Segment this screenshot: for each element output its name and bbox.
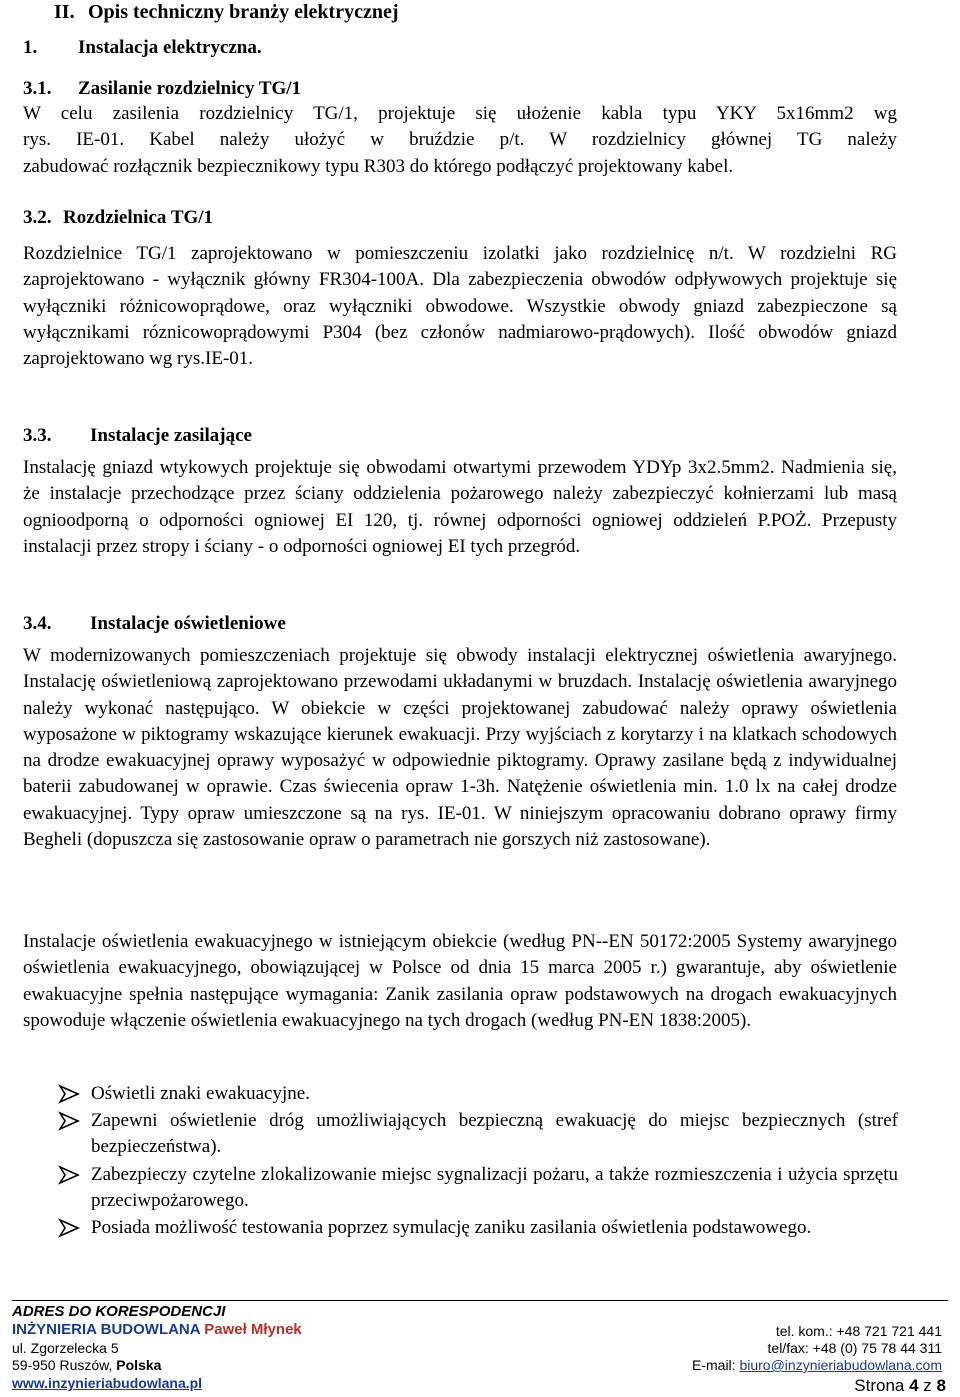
list-item: Zabezpieczy czytelne zlokalizowanie miejsc sygnalizacji pożaru, a także rozmieszczenia i użycia sprzętu przeciwpożarowego.: [58, 1162, 898, 1215]
footer-website-link[interactable]: www.inzynieriabudowlana.pl: [12, 1375, 203, 1391]
heading-section-ii: II. Opis techniczny branży elektrycznej: [54, 1, 399, 23]
footer-company: INŻYNIERIA BUDOWLANA Paweł Młynek: [12, 1321, 302, 1338]
footer-phone: tel. kom.: +48 721 721 441: [775, 1323, 942, 1339]
footer-email-link[interactable]: biuro@inzynieriabudowlana.com: [739, 1357, 942, 1373]
paragraph-3-2: Rozdzielnice TG/1 zaprojektowano w pomieszczeniu izolatki jako rozdzielnicę n/t. W rozdzielni RG zaprojektowano - wyłącznik główny FR304-100A. Dla zabezpieczenia obwodów odpływowych projektuje się wyłączniki różnicowoprądowe, oraz wyłączniki obwodowe. Wszystkie obwody gniazd zabezpieczone są wyłącznikami róznicowoprądowymi P304 (bez członów nadmiarowo-prądowych). Ilość obwodów gniazd zaprojektowano wg rys.IE-01.: [23, 243, 897, 370]
paragraph-3-4-standards: Instalacje oświetlenia ewakuacyjnego w istniejącym obiekcie (według PN--EN 50172:2005 Systemy awaryjnego oświetlenia ewakuacyjnego, obowiązującej w Polsce od dnia 15 marca 2005 r.) gwarantuje, aby oświetlenie ewakuacyjne spełnia następujące wymagania: Zanik zasilania opraw podstawowych na drogach ewakuacyjnych spowoduje włączenie oświetlenia ewakuacyjnego na tych drogach (według PN-EN 1838:2005).: [23, 931, 897, 1031]
heading-section-3-1: 3.1. Zasilanie rozdzielnicy TG/1: [23, 78, 302, 99]
list-item: Zapewni oświetlenie dróg umożliwiających bezpieczną ewakuację do miejsc bezpiecznych (stref bezpieczeństwa).: [58, 1108, 898, 1161]
page-number: Strona 4 z 8: [854, 1376, 946, 1395]
arrowhead-bullet-icon: [58, 1084, 80, 1104]
footer-divider: [12, 1300, 948, 1301]
paragraph-3-3: Instalację gniazd wtykowych projektuje się obwodami otwartymi przewodem YDYp 3x2.5mm2. Nadmienia się, że instalacje przechodzące przez ściany oddzielenia pożarowego należy zabezpieczyć kołnierzami lub masą ognioodporną o odporności ogniowej EI 120, tj. równej odporności ogniowej oddzieleń P.POŻ. Przepusty instalacji przez stropy i ściany - o odporności ogniowej EI tych przegród.: [23, 457, 897, 557]
arrowhead-bullet-icon: [58, 1111, 80, 1131]
heading-section-3-3: 3.3. Instalacje zasilające: [23, 425, 252, 446]
paragraph-3-1: W celu zasilenia rozdzielnicy TG/1, projektuje się ułożenie kabla typu YKY 5x16mm2 wg rys. IE-01. Kabel należy ułożyć w bruździe p/t. W rozdzielnicy głównej TG należy zabudować rozłącznik bezpiecznikowy typu R303 do którego podłączyć projektowany kabel.: [23, 103, 897, 177]
footer-city: 59-950 Ruszów, Polska: [12, 1357, 162, 1373]
list-item: Posiada możliwość testowania poprzez symulację zaniku zasilania oświetlenia podstawowego.: [58, 1215, 898, 1241]
footer-email: E-mail: biuro@inzynieriabudowlana.com: [692, 1357, 942, 1373]
heading-section-3-4: 3.4. Instalacje oświetleniowe: [23, 613, 286, 634]
footer-fax: tel/fax: +48 (0) 75 78 44 311: [767, 1340, 942, 1356]
page-footer: [0, 1298, 960, 1397]
arrowhead-bullet-icon: [58, 1165, 80, 1185]
list-item: Oświetli znaki ewakuacyjne.: [58, 1081, 898, 1107]
requirements-list: [58, 1081, 898, 1242]
heading-section-1: 1. Instalacja elektryczna.: [23, 37, 262, 58]
arrowhead-bullet-icon: [58, 1218, 80, 1238]
footer-heading: ADRES DO KORESPODENCJI: [12, 1303, 226, 1320]
paragraph-3-4: W modernizowanych pomieszczeniach projektuje się obwody instalacji elektrycznej oświetlenia awaryjnego. Instalację oświetleniową zaprojektowano przewodami układanymi w bruzdach. Instalację oświetlenia awaryjnego należy wykonać następująco. W obiekcie w części projektowanej zabudować należy oprawy oświetlenia wyposażone w piktogramy wskazujące kierunek ewakuacji. Przy wyjściach z korytarzy i na klatkach schodowych na drodze ewakuacyjnej oprawy wyposażyć w odpowiednie piktogramy. Oprawy zasilane będą z indywidualnej baterii zabudowanej w oprawie. Czas świecenia opraw 1-3h. Natężenie oświetlenia min. 1.0 lx na całej drodze ewakuacyjnej. Typy opraw umieszczone są na rys. IE-01. W niniejszym opracowaniu dobrano oprawy firmy Begheli (dopuszcza się zastosowanie opraw o parametrach nie gorszych niż zastosowane).: [23, 645, 897, 851]
heading-section-3-2: 3.2. Rozdzielnica TG/1: [23, 207, 214, 228]
footer-street: ul. Zgorzelecka 5: [12, 1340, 119, 1356]
